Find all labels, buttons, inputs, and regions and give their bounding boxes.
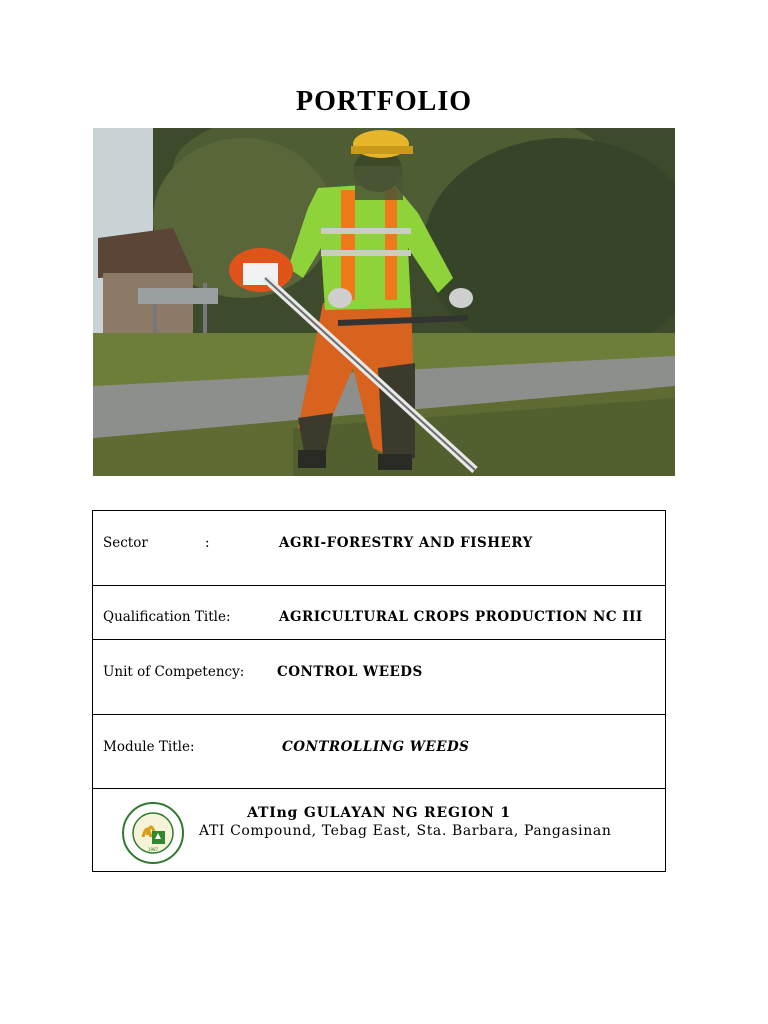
sector-row	[93, 511, 665, 586]
info-table	[92, 510, 666, 872]
organization-name: ATIng GULAYAN NG REGION 1	[247, 805, 511, 821]
page-title: PORTFOLIO	[295, 86, 473, 117]
module-value: CONTROLLING WEEDS	[282, 739, 470, 755]
competency-label: Unit of Competency:	[103, 664, 245, 680]
sector-label: Sector	[103, 535, 148, 551]
qualification-label: Qualification Title:	[103, 609, 231, 625]
sector-colon: :	[205, 535, 210, 551]
module-label: Module Title:	[103, 739, 195, 755]
qualification-row	[93, 586, 665, 640]
cover-photo	[93, 128, 675, 476]
module-row	[93, 715, 665, 789]
organization-address: ATI Compound, Tebag East, Sta. Barbara, Pangasinan	[199, 823, 612, 839]
svg-text:1987: 1987	[147, 847, 159, 852]
sector-value: AGRI-FORESTRY AND FISHERY	[279, 535, 533, 551]
qualification-value: AGRICULTURAL CROPS PRODUCTION NC III	[279, 609, 643, 625]
organization-row	[93, 789, 665, 871]
competency-row	[93, 640, 665, 715]
competency-value: CONTROL WEEDS	[277, 664, 423, 680]
